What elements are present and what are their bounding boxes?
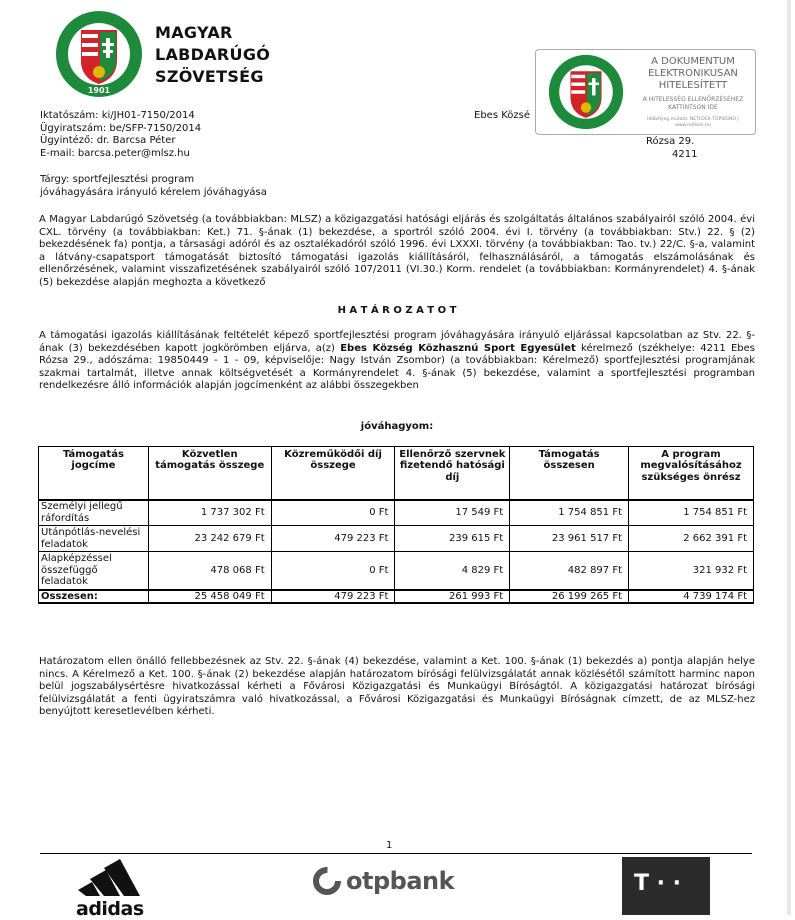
footer-divider (40, 853, 752, 854)
stamp-sub-line: KATTINTSON IDE (668, 103, 718, 111)
addressee: Ebes Közsé (474, 110, 530, 121)
address-zip: 4211 (672, 148, 698, 160)
table-cell: 1 737 302 Ft (148, 500, 271, 526)
approved-label: jóváhagyom: (360, 421, 434, 432)
table-cell: Személyi jellegű ráfordítás (39, 500, 149, 526)
stamp-sub-line: A HITELESSÉG ELLENŐRZÉSÉHEZ (642, 96, 744, 103)
decision-text: A támogatási igazolás kiállításának feltételét képező sportfejlesztési program jóváhagyására irányuló eljárással kapcsolatban az Stv. 22. §-ának (3) bekezdésében kapott jogkörömben eljárva, a(z) (39, 330, 755, 354)
table-header: Ellenőrző szervnek fizetendő hatósági díj (395, 447, 510, 500)
table-cell: 0 Ft (271, 500, 395, 526)
mlsz-stamp-logo (548, 54, 624, 130)
table-cell: 479 223 Ft (271, 526, 395, 552)
table-cell: Összesen: (39, 590, 149, 603)
e-signature-stamp[interactable] (535, 49, 756, 135)
table-cell: 478 068 Ft (148, 552, 271, 590)
table-row (39, 526, 754, 552)
adidas-logo (72, 856, 162, 920)
table-cell: 23 961 517 Ft (510, 526, 629, 552)
table-cell: 239 615 Ft (395, 526, 510, 552)
reference-line: Ügyiratszám: be/SFP-7150/2014 (40, 122, 202, 134)
table-cell: 479 223 Ft (271, 590, 395, 603)
org-name (155, 22, 270, 88)
table-header: Támogatás jogcíme (39, 447, 149, 500)
subject-line: jóváhagyására irányuló kérelem jóváhagyása (40, 186, 267, 198)
intro-paragraph: A Magyar Labdarúgó Szövetség (a továbbiakban: MLSZ) a közigazgatási hatósági eljárás és szolgáltatás általános szabályairól szóló 2004. évi CXL. törvény (a továbbiakban: Ket.) 71. §-ának (1) bekezdése, a sportról szóló 2004. évi I. törvény (a továbbiakban: Stv.) 22. § (2) bekezdésének fa) pontja, a társasági adóról és az osztalékadóról szóló 1996. évi LXXXI. törvény (a továbbiakban: Tao. tv.) 22/C. §-a, valamint a látvány-csapatsport támogatását biztosító támogatási igazolás kiállításáról, felhasználásáról, a támogatás elszámolásának és ellenőrzésének, valamint visszafizetésének szabályairól szóló 107/2011 (VI.30.) Korm. rendelet (a továbbiakban: Kormányrendelet) 4. §-ának (5) bekezdése alapján meghozta a következő (39, 214, 755, 288)
stamp-tiny: Időbélyeg mutató: NETLOCK TOPSIGNO | www.netlock.hu (647, 117, 739, 128)
decision-paragraph (39, 330, 755, 393)
grant-table (38, 446, 754, 604)
stamp-title (634, 56, 752, 92)
mlsz-logo (55, 10, 143, 98)
reference-line: Ügyintéző: dr. Barcsa Péter (40, 135, 176, 147)
subject (40, 174, 267, 199)
org-name-line: LABDARÚGÓ (155, 45, 271, 64)
table-cell: 0 Ft (271, 552, 395, 590)
page-number: 1 (386, 840, 393, 851)
telekom-logo (622, 857, 710, 915)
subject-line: Tárgy: sportfejlesztési program (40, 174, 195, 185)
otpbank-wordmark: otpbank (346, 867, 455, 895)
logo-year: 1901 (87, 86, 111, 95)
table-cell: 23 242 679 Ft (148, 526, 271, 552)
otpbank-logo (312, 866, 454, 896)
table-cell: Utánpótlás-nevelési feladatok (39, 526, 149, 552)
table-cell: Alapképzéssel összefüggő feladatok (39, 552, 149, 590)
reference-line: Iktatószám: ki/JH01-7150/2014 (40, 110, 195, 121)
reference-block (40, 110, 201, 160)
applicant-name: Ebes Község Közhasznú Sport Egyesület (340, 342, 576, 354)
org-name-line: SZÖVETSÉG (155, 67, 264, 86)
address-street: Rózsa 29. (646, 136, 695, 147)
stamp-title-line: ELEKTRONIKUSAN (648, 68, 738, 79)
table-cell: 17 549 Ft (395, 500, 510, 526)
stamp-subtitle (634, 96, 752, 111)
table-cell: 261 993 Ft (395, 590, 510, 603)
table-row (39, 500, 754, 526)
table-header: A program megvalósításához szükséges önrész (629, 447, 754, 500)
table-cell: 2 662 391 Ft (629, 526, 754, 552)
table-cell: 482 897 Ft (510, 552, 629, 590)
table-cell: 321 932 Ft (629, 552, 754, 590)
table-cell: 1 754 851 Ft (629, 500, 754, 526)
table-total-row (39, 590, 754, 603)
appeal-paragraph: Határozatom ellen önálló fellebbezésnek az Stv. 22. §-ának (4) bekezdése, valamint a Ket. 100. §-ának (1) bekezdés a) pontja alapján helye nincs. A Kérelmező a Ket. 100. §-ának (2) bekezdése alapján határozatom bírósági felülvizsgálatát annak közlésétől számított harminc napon belül jogszabálysértésre hivatkozással kérheti a Fővárosi Közigazgatási és Munkaügyi Bíróságtól. A közigazgatási határozat bírósági felülvizsgálatát a fenti ügyiratszámra való hivatkozással, a Fővárosi Közigazgatási és Munkaügyi Bíróságnak címzett, de az MLSZ-hez benyújtott keresetlevélben kérheti. (39, 656, 755, 718)
decision-heading: H A T Á R O Z A T O T (337, 305, 457, 316)
org-name-line: MAGYAR (155, 23, 233, 42)
table-cell: 4 739 174 Ft (629, 590, 754, 603)
otp-swirl-icon (312, 866, 342, 896)
page-edge (787, 0, 791, 915)
decision-text: kérelmező (székhelye: 4211 Ebes Rózsa 29., adószáma: 19850449 - 1 - 09, képviselője: Nagy István Zsombor) (a továbbiakban: Kérelmező) sportfejlesztési programjának szakmai tartalmát, illetve annak költségvetését a Kormányrendelet 4. §-ának (5) bekezdése, valamint a sportfejlesztési programban rendelkezésre álló információk alapján jogcímenként az alábbi összegekben (39, 342, 755, 392)
table-cell: 25 458 049 Ft (148, 590, 271, 603)
reference-line: E-mail: barcsa.peter@mlsz.hu (40, 147, 190, 159)
table-row (39, 552, 754, 590)
adidas-wordmark: adidas (76, 898, 144, 920)
table-cell: 4 829 Ft (395, 552, 510, 590)
table-cell: 1 754 851 Ft (510, 500, 629, 526)
address-block (646, 136, 697, 161)
stamp-title-line: A DOKUMENTUM (651, 56, 735, 67)
telekom-wordmark: T · · (634, 871, 682, 896)
adidas-stripes-icon (72, 856, 162, 896)
table-header: Támogatás összesen (510, 447, 629, 500)
table-header: Közreműködői díj összege (271, 447, 395, 500)
table-cell: 26 199 265 Ft (510, 590, 629, 603)
table-header: Közvetlen támogatás összege (148, 447, 271, 500)
stamp-title-line: HITELESÍTETT (658, 80, 728, 91)
